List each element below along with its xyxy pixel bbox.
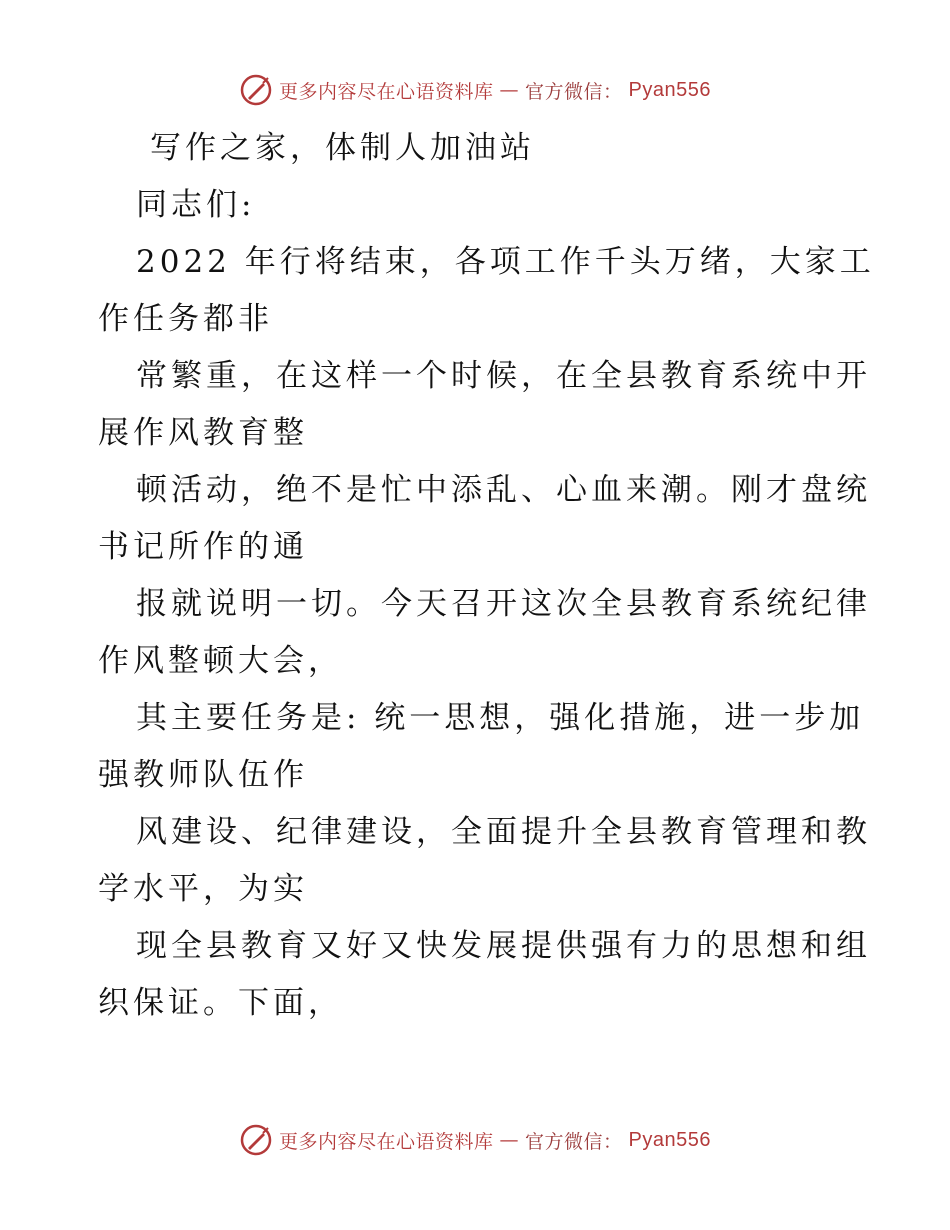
text-line: 2022 年行将结束，各项工作千头万绪，大家工	[136, 244, 875, 280]
text-line: 常繁重，在这样一个时候，在全县教育系统中开	[136, 358, 871, 394]
watermark-wechat-label: 官方微信：	[525, 1130, 623, 1153]
document-greeting: 同志们:	[136, 187, 256, 223]
text-line: 书记所作的通	[98, 529, 308, 565]
text-line: 作任务都非	[98, 301, 273, 337]
text-line: 风建设、纪律建设，全面提升全县教育管理和教	[136, 814, 871, 850]
watermark-site-text: 更多内容尽在心语资料库	[279, 80, 494, 103]
document-body	[98, 120, 875, 1032]
quill-pen-icon	[239, 1123, 273, 1157]
text-line: 展作风教育整	[98, 415, 308, 451]
footer-watermark	[0, 1120, 950, 1160]
text-line: 作风整顿大会，	[98, 643, 343, 679]
header-watermark	[0, 70, 950, 110]
text-line: 现全县教育又好又快发展提供强有力的思想和组	[136, 928, 871, 964]
watermark-wechat-id: Pyan556	[628, 1128, 711, 1151]
watermark-site-text: 更多内容尽在心语资料库	[279, 1130, 494, 1153]
text-line: 其主要任务是: 统一思想，强化措施，进一步加	[136, 700, 865, 736]
document-title: 写作之家，体制人加油站	[150, 130, 535, 166]
watermark-wechat-label: 官方微信：	[525, 80, 623, 103]
text-line: 织保证。下面，	[98, 985, 343, 1021]
text-line: 报就说明一切。今天召开这次全县教育系统纪律	[136, 586, 871, 622]
text-line: 顿活动，绝不是忙中添乱、心血来潮。刚才盘统	[136, 472, 871, 508]
watermark-separator: —	[499, 1129, 520, 1151]
text-line: 学水平，为实	[98, 871, 308, 907]
text-line: 强教师队伍作	[98, 757, 308, 793]
watermark-separator: —	[499, 79, 520, 101]
quill-pen-icon	[239, 73, 273, 107]
watermark-wechat-id: Pyan556	[628, 78, 711, 101]
document-paragraph	[98, 234, 875, 1032]
